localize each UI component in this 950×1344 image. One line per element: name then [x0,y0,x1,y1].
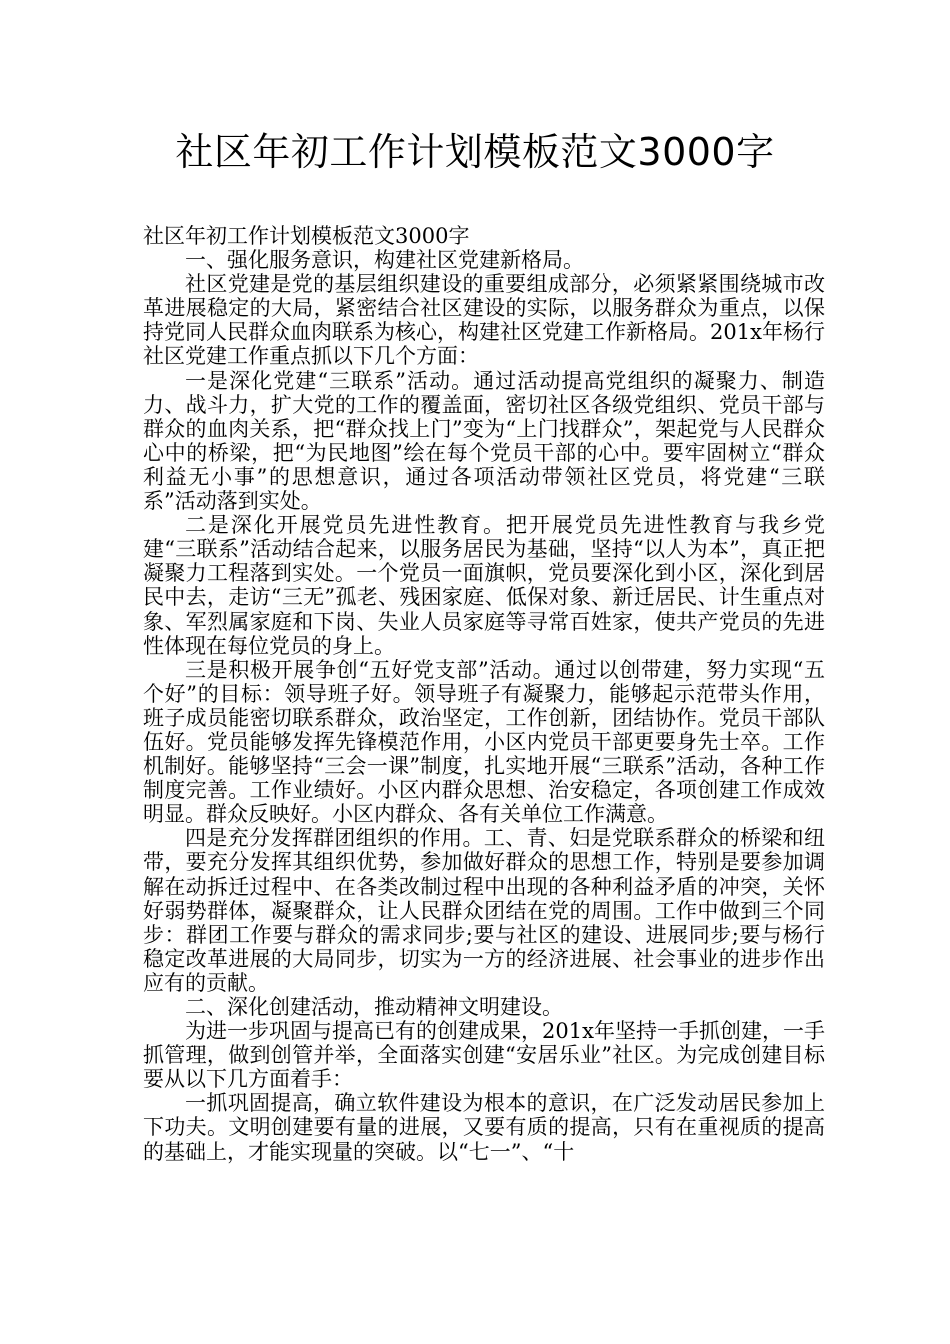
document-paragraph: 一、强化服务意识，构建社区党建新格局。 [185,248,584,273]
document-paragraph: 为进一步巩固与提高已有的创建成果，201x年坚持一手抓创建，一手抓管理，做到创管并举，全面落实创建“安居乐业”社区。为完成创建目标要从以下几方面着手： [143,1019,825,1092]
document-paragraph: 一是深化党建“三联系”活动。通过活动提高党组织的凝聚力、制造力、战斗力，扩大党的工作的覆盖面，密切社区各级党组织、党员干部与群众的血肉关系，把“群众找上门”变为“上门找群众”，架起党与人民群众心中的桥梁，把“为民地图”绘在每个党员干部的心中。要牢固树立“群众利益无小事”的思想意识，通过各项活动带领社区党员，将党建“三联系”活动落到实处。 [143,368,825,514]
document-paragraph: 四是充分发挥群团组织的作用。工、青、妇是党联系群众的桥梁和纽带，要充分发挥其组织优势，参加做好群众的思想工作，特别是要参加调解在动拆迁过程中、在各类改制过程中出现的各种利益矛盾的冲突，关怀好弱势群体，凝聚群众，让人民群众团结在党的周围。工作中做到三个同步：群团工作要与群众的需求同步;要与社区的建设、进展同步;要与杨行稳定改革进展的大局同步，切实为一方的经济进展、社会事业的进步作出应有的贡献。 [143,826,825,995]
document-paragraph: 一抓巩固提高，确立软件建设为根本的意识，在广泛发动居民参加上下功夫。文明创建要有量的进展，又要有质的提高，只有在重视质的提高的基础上，才能实现量的突破。以“七一”、“十 [143,1091,825,1164]
document-paragraph: 三是积极开展争创“五好党支部”活动。通过以创带建，努力实现“五个好”的目标：领导班子好。领导班子有凝聚力，能够起示范带头作用，班子成员能密切联系群众，政治坚定，工作创新，团结协作。党员干部队伍好。党员能够发挥先锋模范作用，小区内党员干部更要身先士卒。工作机制好。能够坚持“三会一课”制度，扎实地开展“三联系”活动，各种工作制度完善。工作业绩好。小区内群众思想、治安稳定，各项创建工作成效明显。群众反映好。小区内群众、各有关单位工作满意。 [143,657,825,827]
document-body [143,224,825,1164]
document-paragraph: 社区党建是党的基层组织建设的重要组成部分，必须紧紧围绕城市改革进展稳定的大局，紧密结合社区建设的实际，以服务群众为重点，以保持党同人民群众血肉联系为核心，构建社区党建工作新格局。201x年杨行社区党建工作重点抓以下几个方面： [143,272,825,369]
document-paragraph: 二是深化开展党员先进性教育。把开展党员先进性教育与我乡党建“三联系”活动结合起来，以服务居民为基础，坚持“以人为本”，真正把凝聚力工程落到实处。一个党员一面旗帜，党员要深化到小区，深化到居民中去，走访“三无”孤老、残困家庭、低保对象、新迁居民、计生重点对象、军烈属家庭和下岗、失业人员家庭等寻常百姓家，使共产党员的先进性体现在每位党员的身上。 [143,513,825,658]
document-paragraph: 社区年初工作计划模板范文3000字 [143,224,470,248]
document-paragraph: 二、深化创建活动，推动精神文明建设。 [185,995,563,1019]
document-title: 社区年初工作计划模板范文3000字 [175,130,775,174]
